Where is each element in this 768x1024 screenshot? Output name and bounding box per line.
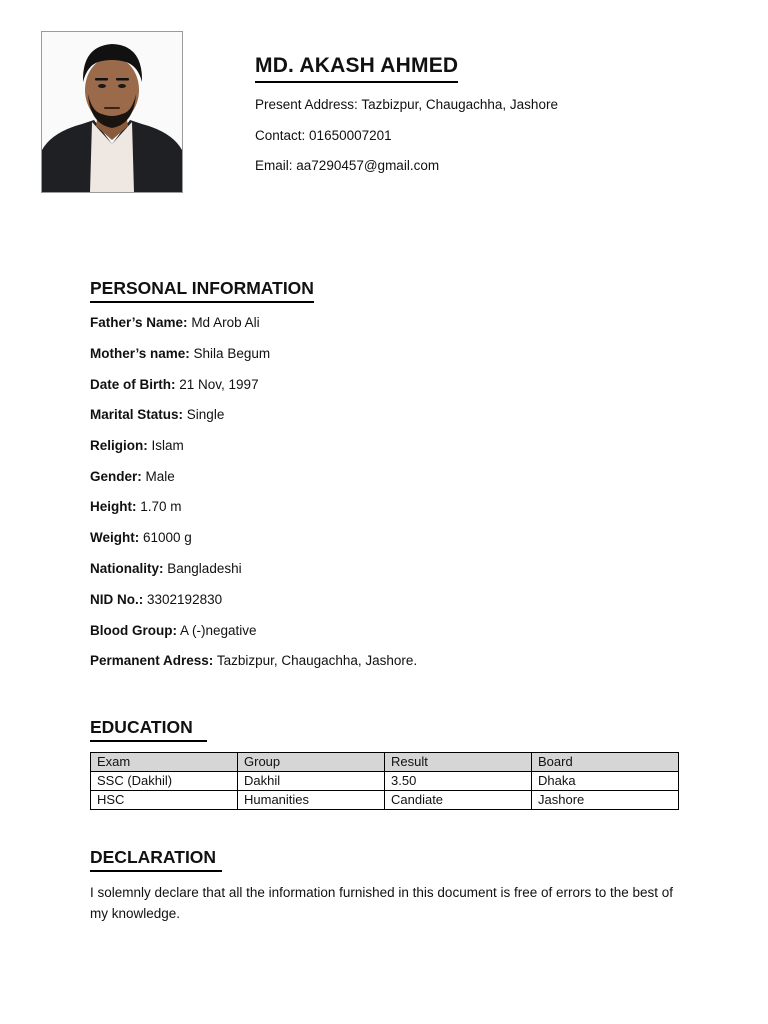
profile-photo [41,31,183,193]
field-fathers-name [90,314,260,332]
field-value: Shila Begum [193,346,271,361]
field-weight [90,529,192,547]
field-value: A (-)negative [180,623,257,638]
field-permanent-address [90,652,417,670]
declaration-text: I solemnly declare that all the information furnished in this document is free of errors to the best of my knowledge. [90,885,674,921]
table-cell: SSC (Dakhil) [91,772,238,791]
contact-label: Contact: [255,128,306,143]
field-label: Height: [90,499,137,514]
table-cell: HSC [91,791,238,810]
field-nid-no [90,591,222,609]
present-address-label: Present Address: [255,97,358,112]
field-label: Blood Group: [90,623,177,638]
table-cell: Candiate [385,791,532,810]
field-label: Religion: [90,438,148,453]
education-heading: EDUCATION [90,716,207,742]
personal-information-heading: PERSONAL INFORMATION [90,277,314,303]
contact-value: 01650007201 [309,128,392,143]
contact-line [255,127,392,145]
column-header: Group [238,753,385,772]
table-row [91,772,679,791]
declaration-heading: DECLARATION [90,846,222,872]
present-address-line [255,96,558,114]
present-address-value: Tazbizpur, Chaugachha, Jashore [361,97,558,112]
table-header-row [91,753,679,772]
table-cell: Jashore [532,791,679,810]
table-cell: Dakhil [238,772,385,791]
field-marital-status [90,406,224,424]
field-religion [90,437,184,455]
field-value: Bangladeshi [167,561,242,576]
candidate-name: MD. AKASH AHMED [255,53,458,83]
field-label: NID No.: [90,592,144,607]
table-cell: Dhaka [532,772,679,791]
field-value: 3302192830 [147,592,223,607]
field-label: Nationality: [90,561,164,576]
field-value: Tazbizpur, Chaugachha, Jashore. [216,653,418,668]
field-date-of-birth [90,376,259,394]
field-label: Date of Birth: [90,377,176,392]
field-label: Weight: [90,530,140,545]
field-label: Father’s Name: [90,315,188,330]
email-label: Email: [255,158,293,173]
table-cell: Humanities [238,791,385,810]
table-cell: 3.50 [385,772,532,791]
field-value: Islam [151,438,184,453]
field-height [90,498,182,516]
field-value: Single [186,407,225,422]
column-header: Exam [91,753,238,772]
table-row [91,791,679,810]
field-value: 21 Nov, 1997 [179,377,259,392]
field-value: Male [145,469,175,484]
education-table [90,752,679,810]
email-value: aa7290457@gmail.com [296,158,440,173]
field-mothers-name [90,345,270,363]
field-label: Mother’s name: [90,346,190,361]
field-value: 1.70 m [140,499,182,514]
field-blood-group [90,622,257,640]
field-value: Md Arob Ali [191,315,260,330]
field-label: Gender: [90,469,142,484]
email-line [255,157,439,175]
field-value: 61000 g [143,530,192,545]
column-header: Board [532,753,679,772]
column-header: Result [385,753,532,772]
field-nationality [90,560,242,578]
field-label: Marital Status: [90,407,184,422]
field-gender [90,468,175,486]
field-label: Permanent Adress: [90,653,214,668]
